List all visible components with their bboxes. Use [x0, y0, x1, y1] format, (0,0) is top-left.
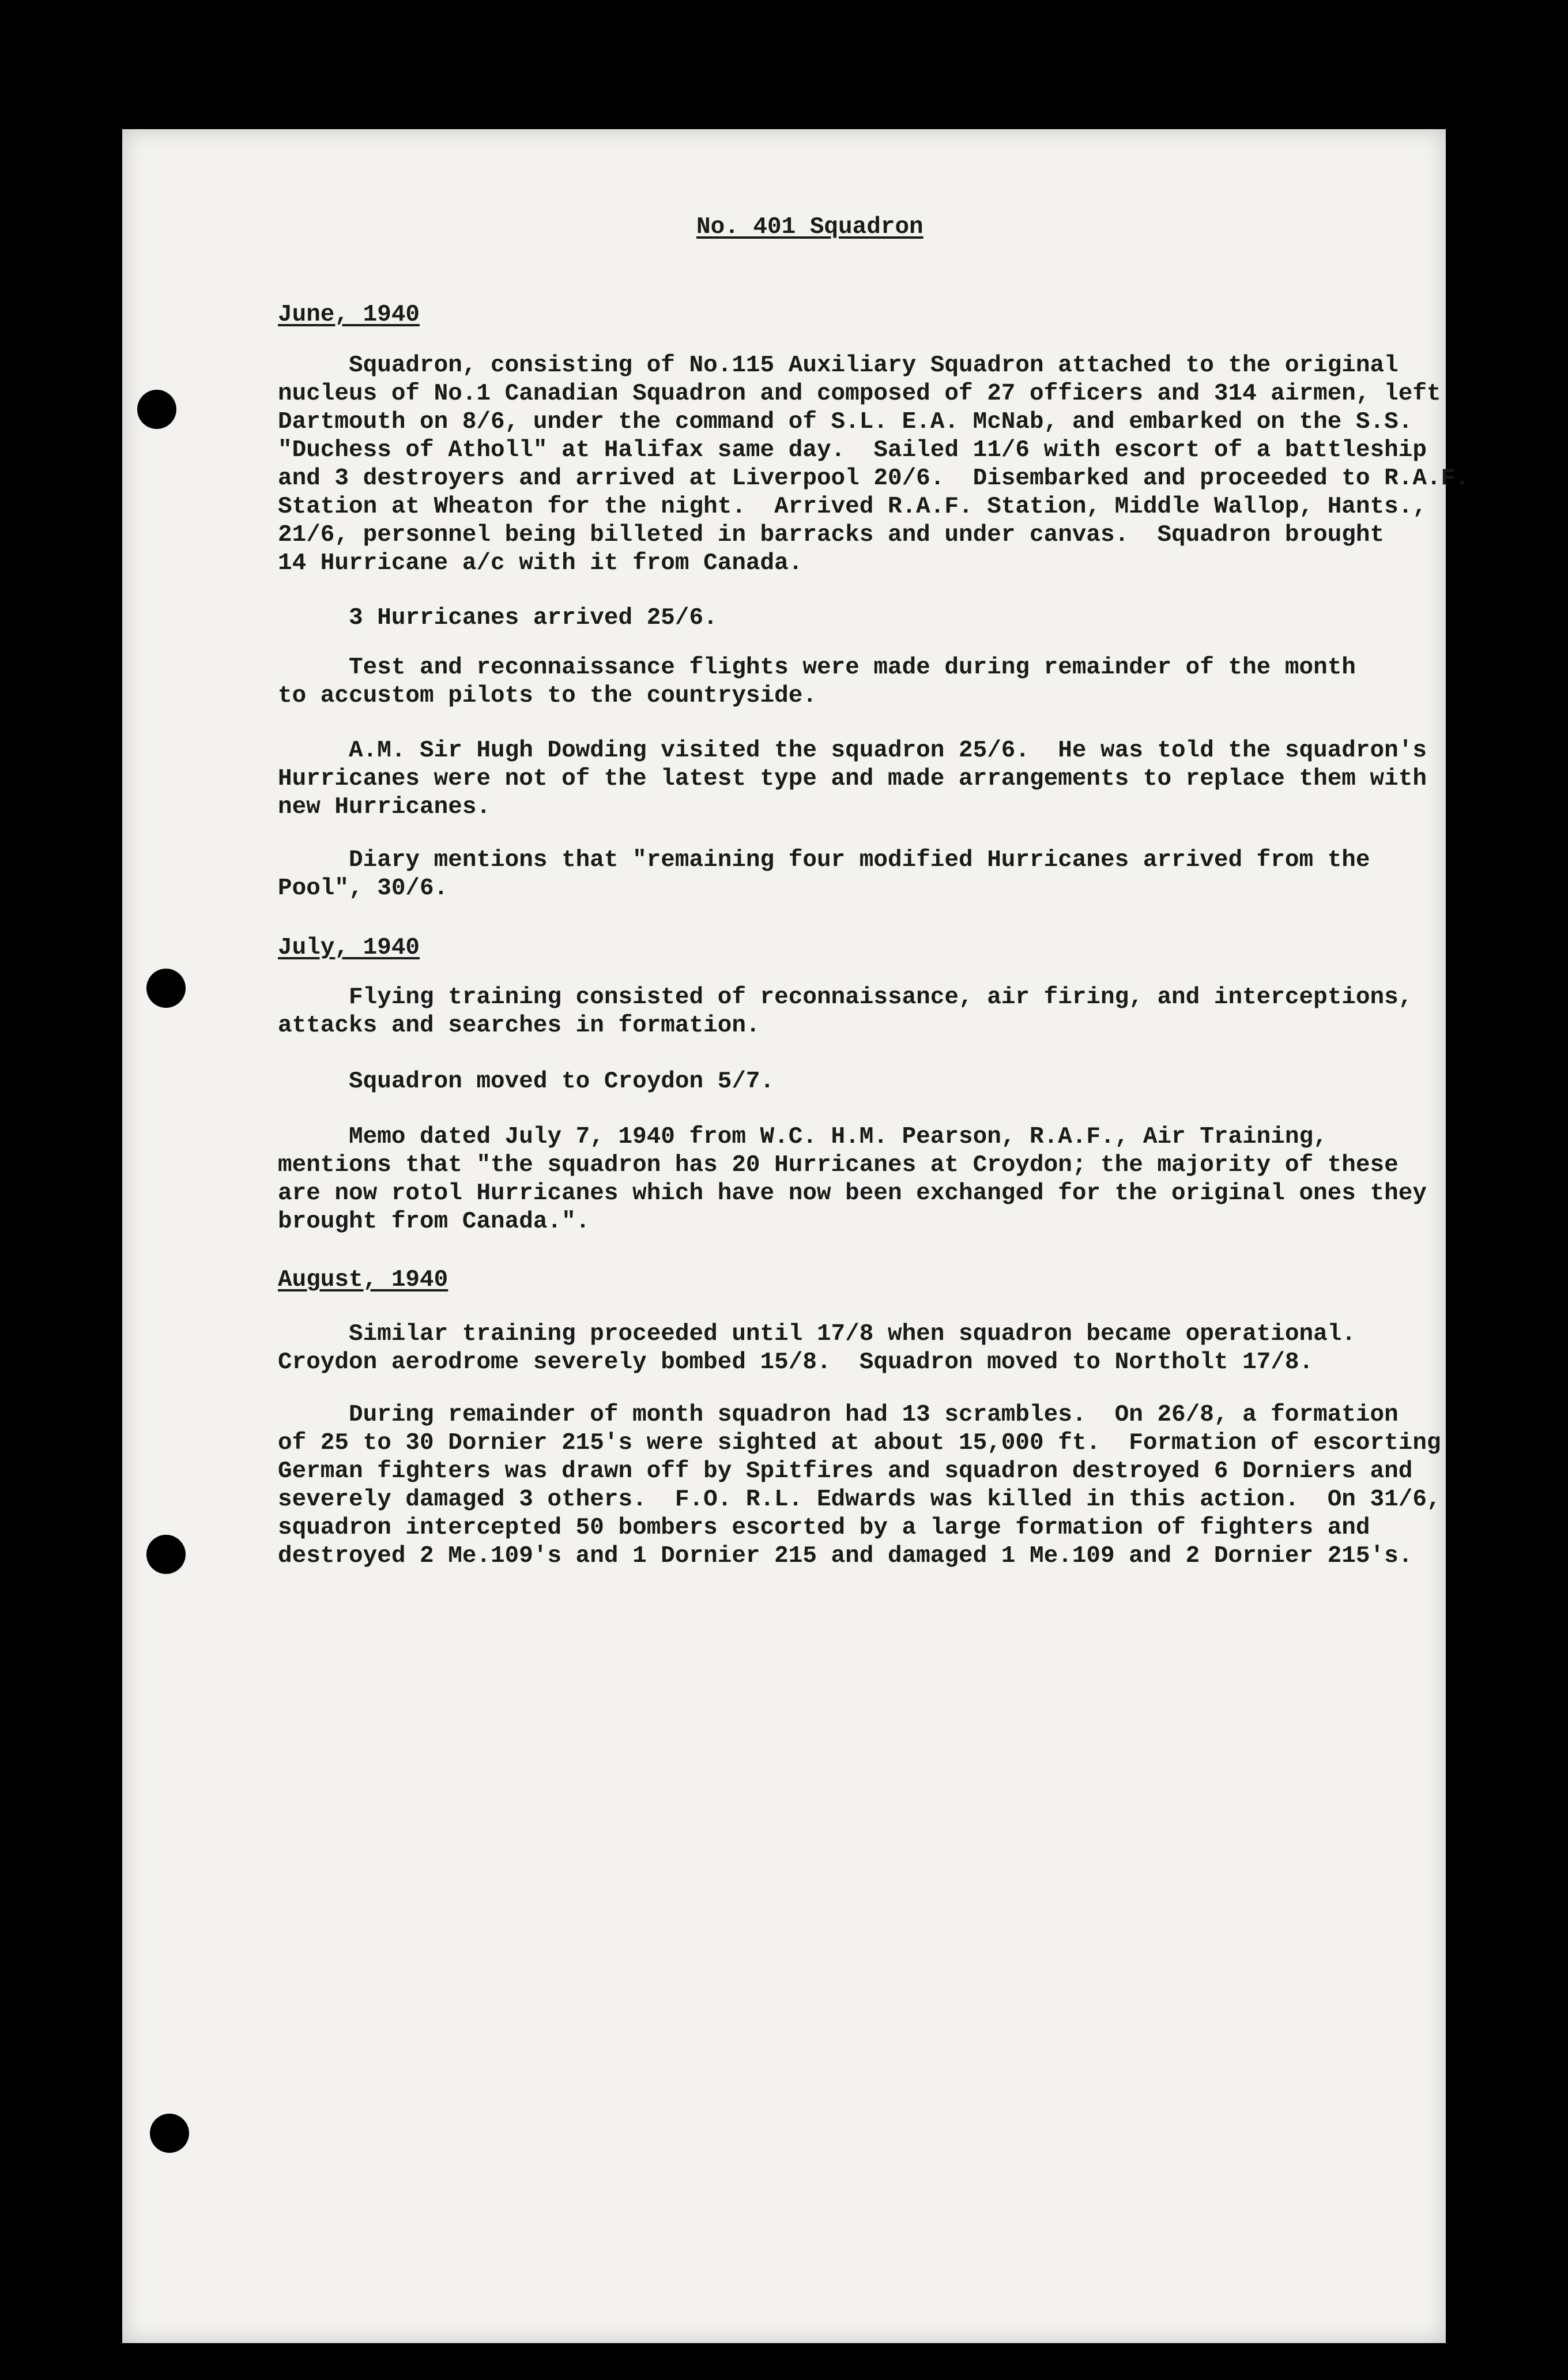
paragraph	[278, 1068, 774, 1096]
text-line: Squadron moved to Croydon 5/7.	[278, 1068, 775, 1095]
text-line: Similar training proceeded until 17/8 when squadron became operational.	[278, 1321, 1356, 1347]
text-line: new Hurricanes.	[278, 794, 491, 820]
text-line: "Duchess of Atholl" at Halifax same day. Sailed 11/6 with escort of a battleship	[278, 437, 1427, 464]
text-line: 21/6, personnel being billeted in barracks and under canvas. Squadron brought	[278, 522, 1385, 548]
text-line: 3 Hurricanes arrived 25/6.	[278, 605, 718, 631]
punch-hole	[137, 390, 176, 429]
text-line: mentions that "the squadron has 20 Hurricanes at Croydon; the majority of these	[278, 1152, 1399, 1178]
text-line: Station at Wheaton for the night. Arrived R.A.F. Station, Middle Wallop, Hants.,	[278, 494, 1427, 520]
text-line: During remainder of month squadron had 13 scrambles. On 26/8, a formation	[278, 1402, 1399, 1428]
punch-hole	[146, 969, 186, 1008]
text-line: German fighters was drawn off by Spitfires and squadron destroyed 6 Dorniers and	[278, 1458, 1413, 1485]
text-line: A.M. Sir Hugh Dowding visited the squadron 25/6. He was told the squadron's	[278, 737, 1427, 764]
text-line: of 25 to 30 Dornier 215's were sighted at about 15,000 ft. Formation of escorting	[278, 1430, 1441, 1456]
punch-hole	[146, 1535, 186, 1574]
text-line: severely damaged 3 others. F.O. R.L. Edwards was killed in this action. On 31/6,	[278, 1486, 1441, 1513]
text-line: to accustom pilots to the countryside.	[278, 683, 817, 709]
text-line: Memo dated July 7, 1940 from W.C. H.M. Pearson, R.A.F., Air Training,	[278, 1124, 1328, 1150]
section-heading-july: July, 1940	[278, 935, 420, 961]
text-line: nucleus of No.1 Canadian Squadron and composed of 27 officers and 314 airmen, left	[278, 381, 1441, 407]
text-line: Test and reconnaissance flights were made during remainder of the month	[278, 654, 1356, 681]
section-heading-june: June, 1940	[278, 302, 420, 328]
text-line: Squadron, consisting of No.115 Auxiliary Squadron attached to the original	[278, 352, 1399, 379]
paragraph	[278, 1320, 1356, 1377]
text-line: Pool", 30/6.	[278, 875, 448, 902]
paragraph	[278, 984, 1412, 1040]
paragraph	[278, 846, 1370, 903]
paragraph	[278, 654, 1356, 710]
text-line: squadron intercepted 50 bombers escorted by a large formation of fighters and	[278, 1515, 1370, 1541]
document-title: No. 401 Squadron	[696, 214, 924, 240]
text-line: attacks and searches in formation.	[278, 1012, 760, 1039]
text-line: brought from Canada.".	[278, 1208, 590, 1235]
paragraph	[278, 737, 1427, 822]
text-line: Croydon aerodrome severely bombed 15/8. Squadron moved to Northolt 17/8.	[278, 1349, 1314, 1376]
punch-hole	[150, 2114, 189, 2153]
text-line: Flying training consisted of reconnaissance, air firing, and interceptions,	[278, 984, 1413, 1011]
text-line: Hurricanes were not of the latest type and made arrangements to replace them with	[278, 766, 1427, 792]
text-line: Dartmouth on 8/6, under the command of S.L. E.A. McNab, and embarked on the S.S.	[278, 409, 1413, 435]
text-line: Diary mentions that "remaining four modified Hurricanes arrived from the	[278, 847, 1370, 873]
paragraph	[278, 604, 718, 632]
section-heading-august: August, 1940	[278, 1267, 448, 1293]
paragraph	[278, 1123, 1427, 1236]
text-line: and 3 destroyers and arrived at Liverpool 20/6. Disembarked and proceeded to R.A.F.	[278, 465, 1469, 492]
text-line: are now rotol Hurricanes which have now been exchanged for the original ones they	[278, 1180, 1427, 1207]
text-line: 14 Hurricane a/c with it from Canada.	[278, 550, 803, 577]
text-line: destroyed 2 Me.109's and 1 Dornier 215 and damaged 1 Me.109 and 2 Dornier 215's.	[278, 1543, 1413, 1569]
paragraph	[278, 352, 1469, 578]
paragraph	[278, 1401, 1441, 1571]
